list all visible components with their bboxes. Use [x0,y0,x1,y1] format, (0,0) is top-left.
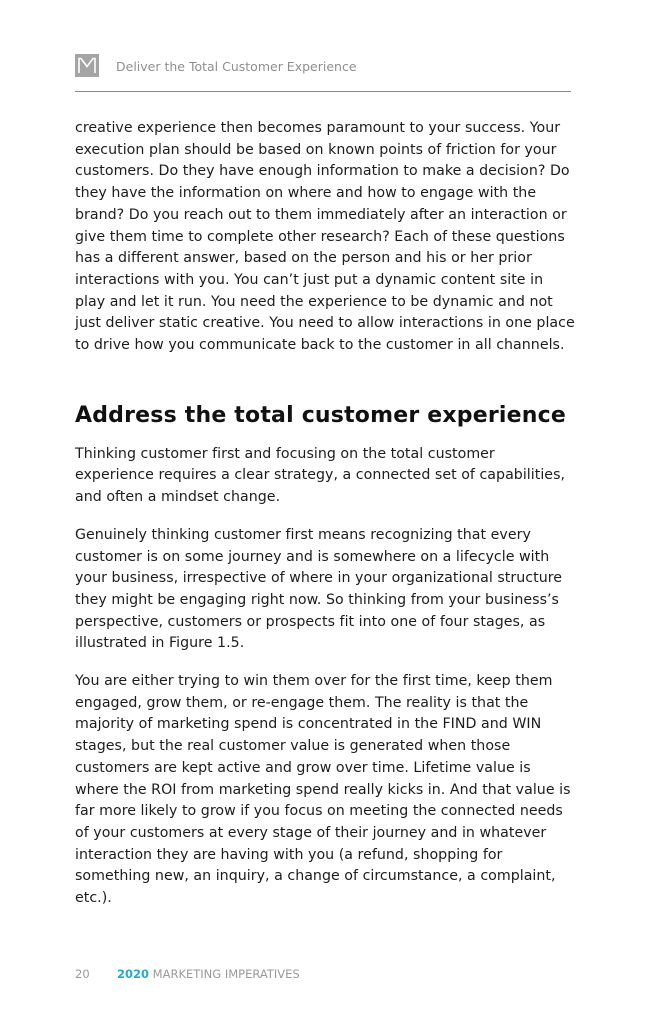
footer-year: 2020 [117,967,150,981]
page-body [75,118,575,910]
body-paragraph: Thinking customer first and focusing on the total customer experience requires a clear strategy, a connected set of capabilities, and often a mindset change. [75,445,566,506]
intro-paragraph: creative experience then becomes paramount to your success. Your execution plan should be based on known points of friction for your customers. Do they have enough information to make a decision? Do they have the information on where and how to engage with the brand? Do you reach out to them immediately after an interaction or give them time to complete other research? Each of these questions has a different answer, based on the person and his or her prior interactions with you. You can’t just put a dynamic content site in play and let it run. You need the experience to be dynamic and not just deliver static creative. You need to allow interactions in one place to drive how you communicate back to the customer in all channels. [75,120,575,354]
section-heading: Address the total customer experience [75,402,566,428]
body-paragraph: You are either trying to win them over for the first time, keep them engaged, grow them, or re-engage them. The reality is that the majority of marketing spend is concentrated in the FIND and WIN stages, but the real customer value is generated when those customers are kept active and grow over time. Lifetime value is where the ROI from marketing spend really kicks in. And that value is far more likely to grow if you focus on meeting the connected needs of your customers at every stage of their journey and in whatever interaction they are having with you (a refund, shopping for something new, an inquiry, a change of circumstance, a complaint, etc.). [75,673,571,907]
page-header [75,54,571,92]
publication-title: MARKETING IMPERATIVES [152,967,300,981]
body-paragraph: Genuinely thinking customer first means recognizing that every customer is on some journey and is somewhere on a lifecycle with your business, irrespective of where in your organizational structure they might be engaging right now. So thinking from your business’s perspective, customers or prospects fit into one of four stages, as illustrated in Figure 1.5. [75,526,563,652]
page-number: 20 [75,967,90,981]
chapter-title: Deliver the Total Customer Experience [116,59,357,74]
logo-m-icon [77,57,97,74]
brand-logo [75,54,99,77]
page-footer [75,967,300,981]
